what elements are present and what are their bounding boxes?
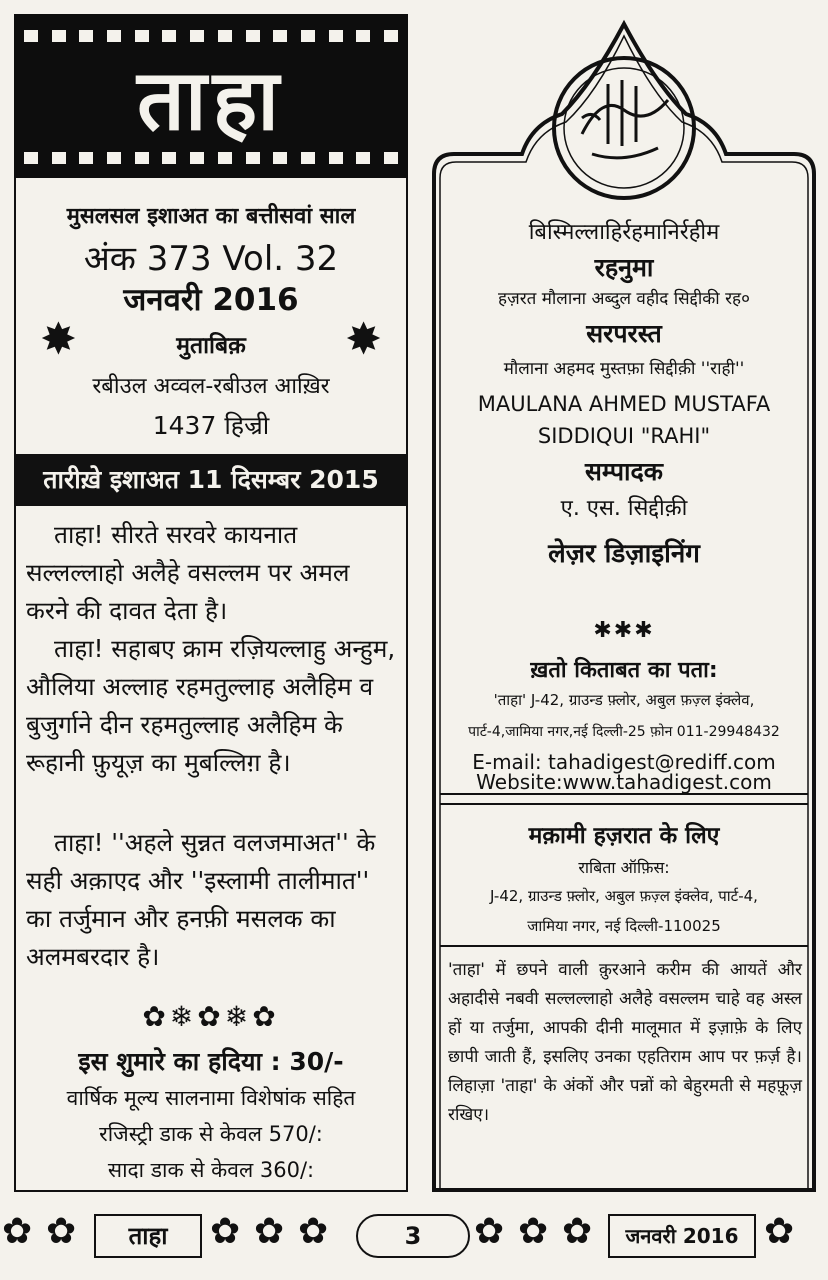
flower-icon: ✿ — [562, 1211, 593, 1252]
film-strip-top — [24, 30, 398, 44]
ornament-icon: ✿❄✿❄✿ — [142, 1000, 280, 1033]
issue-info-box — [14, 178, 408, 456]
laser-designing: लेज़र डिज़ाइनिंग — [548, 539, 700, 569]
flower-icon: ✿ — [46, 1211, 77, 1252]
respect-notice: 'ताहा' में छपने वाली क़ुरआने करीम की आयतें और अहादीसे नबवी सल्लल्लाहो अलैहे वसल्लम चाहे वह अस्ल हों या तर्जुमा, आपकी दीनी मालूमात में इज़ाफ़े के लिए छापी जाती हैं, इसलिए उनका एहतिराम आप पर फ़र्ज़ है। लिहाज़ा 'ताहा' के अंकों और पन्नों को बेहुरमती से महफ़ूज़ रखिए। — [448, 960, 802, 1125]
left-column — [14, 14, 408, 1192]
bismillah: बिस्मिल्लाहिर्रहमानिर्रहीम — [528, 220, 720, 245]
film-strip-bottom — [24, 152, 398, 166]
footer-magazine-name: ताहा — [94, 1214, 202, 1258]
page-footer — [0, 1200, 828, 1274]
publish-date-bar: तारीख़े इशाअत 11 दिसम्बर 2015 — [14, 454, 408, 506]
office-address-2: जामिया नगर, नई दिल्ली-110025 — [527, 917, 721, 935]
annual-price-line: वार्षिक मूल्य सालनामा विशेषांक सहित — [66, 1086, 356, 1110]
star-right-icon: ✸ — [345, 314, 382, 365]
hijri-year: 1437 हिज्री — [152, 411, 270, 440]
address-line-2: पार्ट-4,जामिया नगर,नई दिल्ली-25 फ़ोन 011-29948432 — [468, 724, 780, 740]
flower-icon: ✿ — [298, 1211, 329, 1252]
hijri-months: रबीउल अव्वल-रबीउल आख़िर — [92, 374, 330, 399]
sarparast-label: सरपरस्त — [586, 319, 662, 348]
address-label: ख़तो किताबत का पता: — [530, 658, 718, 683]
rahnuma-label: रहनुमा — [594, 253, 654, 282]
issue-month: जनवरी 2016 — [123, 282, 299, 318]
masthead-title: ताहा — [137, 51, 285, 149]
address-line-1: 'ताहा' J-42, ग्राउन्ड फ़्लोर, अबुल फ़ज़्ल इंक्लेव, — [493, 691, 755, 709]
price-line: इस शुमारे का हदिया : 30/- — [78, 1047, 344, 1076]
rahnuma-name: हज़रत मौलाना अब्दुल वहीद सिद्दीकी रह० — [498, 289, 750, 309]
footer-month: जनवरी 2016 — [608, 1214, 756, 1258]
sarparast-english-1: MAULANA AHMED MUSTAFA — [477, 392, 771, 416]
flower-icon: ✿ — [764, 1211, 795, 1252]
about-paragraph-2: ताहा! सहाबए क्राम रज़ियल्लाहु अन्हुम, औलिया अल्लाह रहमतुल्लाह अलैहिम व बुजुर्गाने दीन रहमतुल्लाह अलैहिम के रूहानी फ़ुयूज़ का मुबल्लिग़ है। — [26, 634, 396, 777]
email-line: E-mail: tahadigest@rediff.com — [472, 750, 776, 774]
local-heading: मक़ामी हज़रात के लिए — [528, 823, 720, 849]
running-year-line: मुसलसल इशाअत का बत्तीसवां साल — [66, 204, 356, 229]
star-left-icon: ✸ — [40, 314, 77, 365]
calligraphy-seal-icon — [554, 58, 694, 198]
about-paragraph-1: ताहा! सीरते सरवरे कायनात सल्लल्लाहो अलैहे वसल्लम पर अमल करने की दावत देता है। — [26, 520, 350, 625]
stars-icon: ✱✱✱ — [593, 618, 655, 643]
editor-label: सम्पादक — [584, 457, 664, 486]
office-label: राबिता ऑफ़िस: — [578, 858, 670, 877]
masthead — [14, 14, 408, 178]
flower-icon: ✿ — [210, 1211, 241, 1252]
flower-icon: ✿ — [474, 1211, 505, 1252]
about-box — [14, 506, 408, 1192]
office-address-1: J-42, ग्राउन्ड फ़्लोर, अबुल फ़ज़्ल इंक्लेव, पार्ट-4, — [490, 887, 758, 905]
mutabik-label: मुताबिक़ — [176, 333, 246, 359]
flower-icon: ✿ — [2, 1211, 33, 1252]
page-number: 3 — [356, 1214, 470, 1258]
flower-icon: ✿ — [518, 1211, 549, 1252]
ordinary-post-line: सादा डाक से केवल 360/: — [107, 1158, 315, 1182]
website-line: Website:www.tahadigest.com — [476, 770, 772, 794]
right-column — [432, 14, 816, 1192]
registered-post-line: रजिस्ट्री डाक से केवल 570/: — [99, 1122, 323, 1146]
issue-number: अंक 373 Vol. 32 — [83, 239, 339, 279]
sarparast-name: मौलाना अहमद मुस्तफ़ा सिद्दीक़ी ''राही'' — [503, 359, 745, 379]
sarparast-english-2: SIDDIQUI "RAHI" — [537, 424, 711, 448]
about-paragraph-3: ताहा! ''अहले सुन्नत वलजमाअत'' के सही अक़ाएद और ''इस्लामी तालीमात'' का तर्जुमान और हनफ़ी मसलक का अलमबरदार है। — [26, 828, 376, 971]
editor-name: ए. एस. सिद्दीक़ी — [560, 496, 688, 521]
flower-icon: ✿ — [254, 1211, 285, 1252]
